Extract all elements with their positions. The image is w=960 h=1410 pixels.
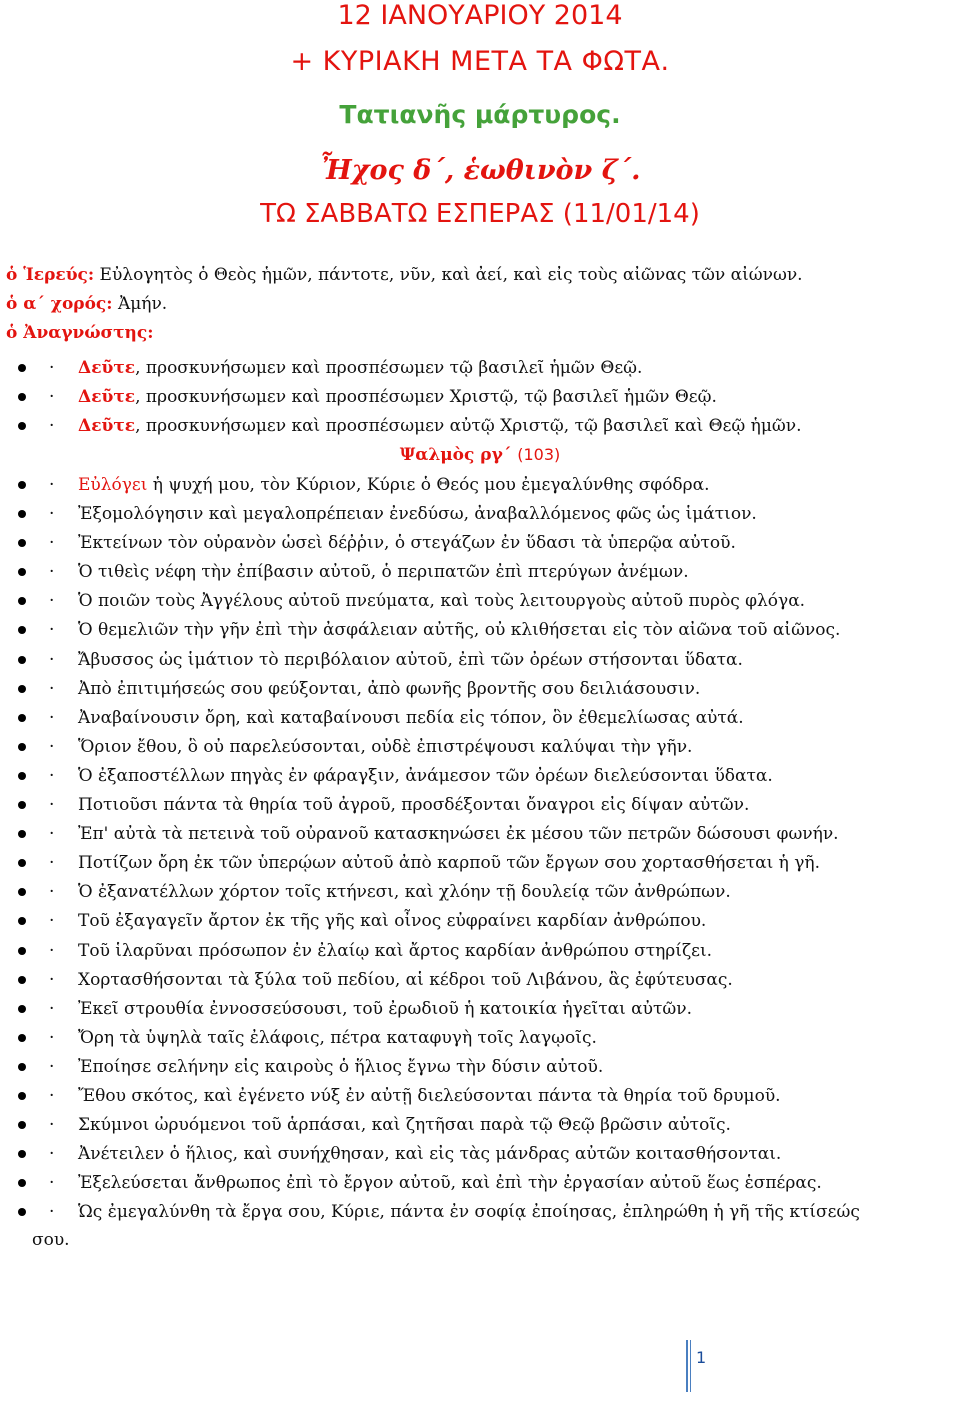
priest-text: Εὐλογητὸς ὁ Θεὸς ἡμῶν, πάντοτε, νῦν, καὶ ἀεί, καὶ εἰς τοὺς αἰῶνας τῶν αἰώνων. — [94, 265, 803, 285]
psalm-verse: · Ὁ ἐξανατέλλων χόρτον τοῖς κτήνεσι, καὶ χλόην τῇ δουλείᾳ τῶν ἀνθρώπων. — [0, 881, 960, 903]
psalm-verse-text: Ὡς ἐμεγαλύνθη τὰ ἔργα σου, Κύριε, πάντα ἐν σοφίᾳ ἐποίησας, ἐπληρώθη ἡ γῆ τῆς κτίσεώς — [78, 1202, 860, 1222]
invitatory-first-word: Δεῦτε — [78, 358, 136, 378]
invitatory-line: · Δεῦτε, προσκυνήσωμεν καὶ προσπέσωμεν αὐτῷ Χριστῷ, τῷ βασιλεῖ καὶ Θεῷ ἡμῶν. — [0, 415, 960, 437]
psalm-verse: · Ὡς ἐμεγαλύνθη τὰ ἔργα σου, Κύριε, πάντα ἐν σοφίᾳ ἐποίησας, ἐπληρώθη ἡ γῆ τῆς κτίσεώς — [0, 1201, 960, 1223]
psalm-verse-text: Ἐξελεύσεται ἄνθρωπος ἐπὶ τὸ ἔργον αὐτοῦ, καὶ ἐπὶ τὴν ἐργασίαν αὐτοῦ ἕως ἑσπέρας. — [78, 1173, 822, 1193]
psalm-verse: · Ὁ τιθεὶς νέφη τὴν ἐπίβασιν αὐτοῦ, ὁ περιπατῶν ἐπὶ πτερύγων ἀνέμων. — [0, 561, 960, 583]
psalm-verse: · Ποτίζων ὄρη ἐκ τῶν ὑπερῴων αὐτοῦ ἀπὸ καρποῦ τῶν ἔργων σου χορτασθήσεται ἡ γῆ. — [0, 852, 960, 874]
bullet-icon — [18, 510, 26, 518]
bullet-icon — [18, 422, 26, 430]
psalm-verse-text: Ποτιοῦσι πάντα τὰ θηρία τοῦ ἀγροῦ, προσδέξονται ὄναγροι εἰς δίψαν αὐτῶν. — [78, 795, 750, 815]
psalm-verse-text: Ἔθου σκότος, καὶ ἐγένετο νύξ ἐν αὐτῇ διελεύσονται πάντα τὰ θηρία τοῦ δρυμοῦ. — [78, 1086, 781, 1106]
choir-text: Ἀμήν. — [112, 294, 168, 314]
bullet-icon — [18, 1121, 26, 1129]
psalm-verse-text: Ἐκτείνων τὸν οὐρανὸν ὡσεὶ δέῤῥιν, ὁ στεγάζων ἐν ὕδασι τὰ ὑπερῷα αὐτοῦ. — [78, 533, 736, 553]
bullet-icon — [18, 1034, 26, 1042]
bullet-icon — [18, 1092, 26, 1100]
bullet-icon — [18, 801, 26, 809]
psalm-verse-text: Σκύμνοι ὠρυόμενοι τοῦ ἁρπάσαι, καὶ ζητῆσαι παρὰ τῷ Θεῷ βρῶσιν αὐτοῖς. — [78, 1115, 731, 1135]
last-verse-continuation: σου. — [32, 1230, 70, 1250]
psalm-verse-text: Ἀπὸ ἐπιτιμήσεώς σου φεύξονται, ἀπὸ φωνῆς βροντῆς σου δειλιάσουσιν. — [78, 679, 701, 699]
tone-heading: Ἦχος δ΄, ἑωθινὸν ζ΄. — [319, 155, 641, 186]
bullet-icon — [18, 976, 26, 984]
psalm-first-word: Εὐλόγει — [78, 475, 148, 495]
psalm-verse-text: Ἐκεῖ στρουθία ἐννοσσεύσουσι, τοῦ ἐρωδιοῦ ἡ κατοικία ἡγεῖται αὐτῶν. — [78, 999, 692, 1019]
invitatory-line: · Δεῦτε, προσκυνήσωμεν καὶ προσπέσωμεν τῷ βασιλεῖ ἡμῶν Θεῷ. — [0, 357, 960, 379]
invitatory-first-word: Δεῦτε — [78, 416, 136, 436]
psalm-verse: · Ὁ θεμελιῶν τὴν γῆν ἐπὶ τὴν ἀσφάλειαν αὐτῆς, οὐ κλιθήσεται εἰς τὸν αἰῶνα τοῦ αἰῶνος. — [0, 619, 960, 641]
psalm-verse: · Σκύμνοι ὠρυόμενοι τοῦ ἁρπάσαι, καὶ ζητῆσαι παρὰ τῷ Θεῷ βρῶσιν αὐτοῖς. — [0, 1114, 960, 1136]
bullet-icon — [18, 743, 26, 751]
saint-heading: Τατιανῆς μάρτυρος. — [339, 100, 621, 129]
psalm-verse-text: Ὁ ποιῶν τοὺς Ἀγγέλους αὐτοῦ πνεύματα, καὶ τοὺς λειτουργοὺς αὐτοῦ πυρὸς φλόγα. — [78, 591, 806, 611]
psalm-title — [0, 444, 960, 466]
psalm-verse: · Ἀνέτειλεν ὁ ἥλιος, καὶ συνήχθησαν, καὶ εἰς τὰς μάνδρας αὐτῶν κοιτασθήσονται. — [0, 1143, 960, 1165]
psalm-verse: · Ἐκεῖ στρουθία ἐννοσσεύσουσι, τοῦ ἐρωδιοῦ ἡ κατοικία ἡγεῖται αὐτῶν. — [0, 998, 960, 1020]
psalm-verse-text: Ποτίζων ὄρη ἐκ τῶν ὑπερῴων αὐτοῦ ἀπὸ καρποῦ τῶν ἔργων σου χορτασθήσεται ἡ γῆ. — [78, 853, 821, 873]
bullet-icon — [18, 685, 26, 693]
invitatory-rest: , προσκυνήσωμεν καὶ προσπέσωμεν τῷ βασιλεῖ ἡμῶν Θεῷ. — [135, 358, 643, 378]
invitatory-rest: , προσκυνήσωμεν καὶ προσπέσωμεν Χριστῷ, τῷ βασιλεῖ ἡμῶν Θεῷ. — [135, 387, 717, 407]
bullet-icon — [18, 393, 26, 401]
psalm-number: (103) — [517, 445, 561, 464]
psalm-verse: · Ἀναβαίνουσιν ὄρη, καὶ καταβαίνουσι πεδία εἰς τόπον, ὃν ἐθεμελίωσας αὐτά. — [0, 707, 960, 729]
feast-heading: + ΚΥΡΙΑΚΗ ΜΕΤΑ ΤΑ ΦΩΤΑ. — [290, 46, 670, 77]
psalm-verse: · Ἔθου σκότος, καὶ ἐγένετο νύξ ἐν αὐτῇ διελεύσονται πάντα τὰ θηρία τοῦ δρυμοῦ. — [0, 1085, 960, 1107]
psalm-verse-text: Ἐποίησε σελήνην εἰς καιροὺς ὁ ἥλιος ἔγνω τὴν δύσιν αὐτοῦ. — [78, 1057, 604, 1077]
psalm-verse: · Ὁ ἐξαποστέλλων πηγὰς ἐν φάραγξιν, ἀνάμεσον τῶν ὀρέων διελεύσονται ὕδατα. — [0, 765, 960, 787]
choir-label: ὁ α΄ χορός: — [6, 294, 113, 314]
psalm-verse: · Ἐκτείνων τὸν οὐρανὸν ὡσεὶ δέῤῥιν, ὁ στεγάζων ἐν ὕδασι τὰ ὑπερῷα αὐτοῦ. — [0, 532, 960, 554]
psalm-verse: · Ἐξομολόγησιν καὶ μεγαλοπρέπειαν ἐνεδύσω, ἀναβαλλόμενος φῶς ὡς ἱμάτιον. — [0, 503, 960, 525]
bullet-icon — [18, 539, 26, 547]
bullet-icon — [18, 364, 26, 372]
bullet-icon — [18, 947, 26, 955]
psalm-verse: · Ἐξελεύσεται ἄνθρωπος ἐπὶ τὸ ἔργον αὐτοῦ, καὶ ἐπὶ τὴν ἐργασίαν αὐτοῦ ἕως ἑσπέρας. — [0, 1172, 960, 1194]
page-number-rule — [686, 1340, 688, 1392]
psalm-verse: · Ἄβυσσος ὡς ἱμάτιον τὸ περιβόλαιον αὐτοῦ, ἐπὶ τῶν ὀρέων στήσονται ὕδατα. — [0, 649, 960, 671]
bullet-icon — [18, 888, 26, 896]
psalm-verse-text: Ἄβυσσος ὡς ἱμάτιον τὸ περιβόλαιον αὐτοῦ, ἐπὶ τῶν ὀρέων στήσονται ὕδατα. — [78, 650, 743, 670]
service-heading: ΤΩ ΣΑΒΒΑΤΩ ΕΣΠΕΡΑΣ (11/01/14) — [260, 199, 700, 229]
psalm-first-rest: ἡ ψυχή μου, τὸν Κύριον, Κύριε ὁ Θεός μου ἐμεγαλύνθης σφόδρα. — [147, 475, 710, 495]
bullet-icon — [18, 481, 26, 489]
psalm-verse-text: Ὅριον ἔθου, ὃ οὐ παρελεύσονται, οὐδὲ ἐπιστρέψουσι καλύψαι τὴν γῆν. — [78, 737, 693, 757]
psalm-first-verse: · Εὐλόγει ἡ ψυχή μου, τὸν Κύριον, Κύριε ὁ Θεός μου ἐμεγαλύνθης σφόδρα. — [0, 474, 960, 496]
bullet-icon — [18, 714, 26, 722]
date-heading: 12 ΙΑΝΟΥΑΡΙΟΥ 2014 — [337, 0, 623, 31]
choir-line — [6, 293, 167, 315]
psalm-verse: · Ὄρη τὰ ὑψηλὰ ταῖς ἐλάφοις, πέτρα καταφυγὴ τοῖς λαγῳοῖς. — [0, 1027, 960, 1049]
psalm-verse: · Χορτασθήσονται τὰ ξύλα τοῦ πεδίου, αἱ κέδροι τοῦ Λιβάνου, ἃς ἐφύτευσας. — [0, 969, 960, 991]
page-number: 1 — [696, 1348, 707, 1367]
psalm-verse-text: Ὁ τιθεὶς νέφη τὴν ἐπίβασιν αὐτοῦ, ὁ περιπατῶν ἐπὶ πτερύγων ἀνέμων. — [78, 562, 689, 582]
psalm-verse: · Ἀπὸ ἐπιτιμήσεώς σου φεύξονται, ἀπὸ φωνῆς βροντῆς σου δειλιάσουσιν. — [0, 678, 960, 700]
psalm-verse-text: Τοῦ ἱλαρῦναι πρόσωπον ἐν ἐλαίῳ καὶ ἄρτος καρδίαν ἀνθρώπου στηρίζει. — [78, 941, 713, 961]
bullet-icon — [18, 830, 26, 838]
page-number-rule-thin — [690, 1340, 691, 1392]
psalm-verse-text: Ἀναβαίνουσιν ὄρη, καὶ καταβαίνουσι πεδία εἰς τόπον, ὃν ἐθεμελίωσας αὐτά. — [78, 708, 744, 728]
psalm-verse: · Τοῦ ἱλαρῦναι πρόσωπον ἐν ἐλαίῳ καὶ ἄρτος καρδίαν ἀνθρώπου στηρίζει. — [0, 940, 960, 962]
psalm-verse: · Ἐποίησε σελήνην εἰς καιροὺς ὁ ἥλιος ἔγνω τὴν δύσιν αὐτοῦ. — [0, 1056, 960, 1078]
reader-line — [6, 322, 154, 344]
psalm-verse: · Ποτιοῦσι πάντα τὰ θηρία τοῦ ἀγροῦ, προσδέξονται ὄναγροι εἰς δίψαν αὐτῶν. — [0, 794, 960, 816]
bullet-icon — [18, 772, 26, 780]
psalm-verse: · Ὁ ποιῶν τοὺς Ἀγγέλους αὐτοῦ πνεύματα, καὶ τοὺς λειτουργοὺς αὐτοῦ πυρὸς φλόγα. — [0, 590, 960, 612]
priest-line — [6, 264, 803, 286]
psalm-verse-text: Ὁ θεμελιῶν τὴν γῆν ἐπὶ τὴν ἀσφάλειαν αὐτῆς, οὐ κλιθήσεται εἰς τὸν αἰῶνα τοῦ αἰῶνος. — [78, 620, 841, 640]
psalm-verse: · Ἐπ' αὐτὰ τὰ πετεινὰ τοῦ οὐρανοῦ κατασκηνώσει ἐκ μέσου τῶν πετρῶν δώσουσι φωνήν. — [0, 823, 960, 845]
bullet-icon — [18, 917, 26, 925]
psalm-verse-text: Ὄρη τὰ ὑψηλὰ ταῖς ἐλάφοις, πέτρα καταφυγὴ τοῖς λαγῳοῖς. — [78, 1028, 597, 1048]
psalm-verse: · Ὅριον ἔθου, ὃ οὐ παρελεύσονται, οὐδὲ ἐπιστρέψουσι καλύψαι τὴν γῆν. — [0, 736, 960, 758]
invitatory-line: · Δεῦτε, προσκυνήσωμεν καὶ προσπέσωμεν Χριστῷ, τῷ βασιλεῖ ἡμῶν Θεῷ. — [0, 386, 960, 408]
bullet-icon — [18, 597, 26, 605]
psalm-verse-text: Χορτασθήσονται τὰ ξύλα τοῦ πεδίου, αἱ κέδροι τοῦ Λιβάνου, ἃς ἐφύτευσας. — [78, 970, 733, 990]
invitatory-rest: , προσκυνήσωμεν καὶ προσπέσωμεν αὐτῷ Χριστῷ, τῷ βασιλεῖ καὶ Θεῷ ἡμῶν. — [135, 416, 802, 436]
invitatory-first-word: Δεῦτε — [78, 387, 136, 407]
reader-label: ὁ Ἀναγνώστης: — [6, 323, 154, 343]
priest-label: ὁ Ἱερεύς: — [6, 265, 95, 285]
bullet-icon — [18, 1150, 26, 1158]
bullet-icon — [18, 568, 26, 576]
psalm-verse: · Τοῦ ἐξαγαγεῖν ἄρτον ἐκ τῆς γῆς καὶ οἶνος εὐφραίνει καρδίαν ἀνθρώπου. — [0, 910, 960, 932]
bullet-icon — [18, 1063, 26, 1071]
psalm-verse-text: Ὁ ἐξανατέλλων χόρτον τοῖς κτήνεσι, καὶ χλόην τῇ δουλείᾳ τῶν ἀνθρώπων. — [78, 882, 731, 902]
psalm-verse-text: Ἐξομολόγησιν καὶ μεγαλοπρέπειαν ἐνεδύσω, ἀναβαλλόμενος φῶς ὡς ἱμάτιον. — [78, 504, 757, 524]
bullet-icon — [18, 1208, 26, 1216]
bullet-icon — [18, 1005, 26, 1013]
bullet-icon — [18, 656, 26, 664]
psalm-verse-text: Ὁ ἐξαποστέλλων πηγὰς ἐν φάραγξιν, ἀνάμεσον τῶν ὀρέων διελεύσονται ὕδατα. — [78, 766, 773, 786]
psalm-verse-text: Ἀνέτειλεν ὁ ἥλιος, καὶ συνήχθησαν, καὶ εἰς τὰς μάνδρας αὐτῶν κοιτασθήσονται. — [78, 1144, 782, 1164]
bullet-icon — [18, 859, 26, 867]
psalm-verse-text: Τοῦ ἐξαγαγεῖν ἄρτον ἐκ τῆς γῆς καὶ οἶνος εὐφραίνει καρδίαν ἀνθρώπου. — [78, 911, 707, 931]
bullet-icon — [18, 626, 26, 634]
psalm-verse-text: Ἐπ' αὐτὰ τὰ πετεινὰ τοῦ οὐρανοῦ κατασκηνώσει ἐκ μέσου τῶν πετρῶν δώσουσι φωνήν. — [78, 824, 839, 844]
bullet-icon — [18, 1179, 26, 1187]
psalm-name: Ψαλμὸς ργ΄ — [399, 445, 512, 465]
